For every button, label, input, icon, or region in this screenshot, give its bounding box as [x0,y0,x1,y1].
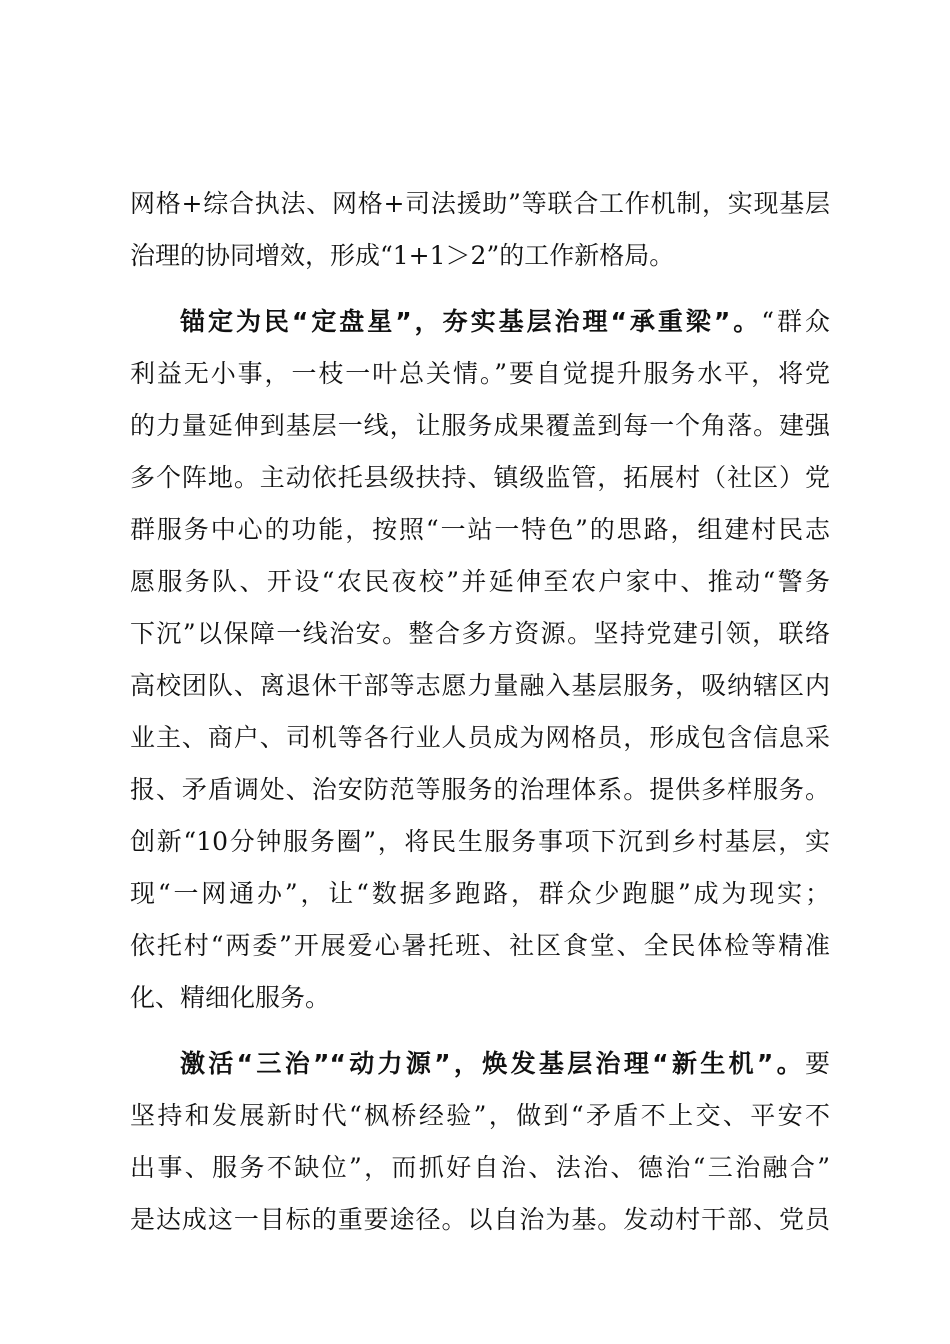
text-line: 坚持和发展新时代“枫桥经验”，做到“矛盾不上交、平安不 [130,1101,830,1130]
text-line: 高校团队、离退休干部等志愿力量融入基层服务，吸纳辖区内 [130,671,830,700]
text-line: 现“一网通办”，让“数据多跑路，群众少跑腿”成为现实； [130,879,830,908]
text-line: 报、矛盾调处、治安防范等服务的治理体系。提供多样服务。 [130,775,830,804]
text-line: 愿服务队、开设“农民夜校”并延伸至农户家中、推动“警务 [130,567,830,596]
document-body [130,178,830,1246]
text-line: 群服务中心的功能，按照“一站一特色”的思路，组建村民志 [130,515,830,544]
text-span: 要 [804,1049,830,1078]
text-line: 网格+综合执法、网格+司法援助”等联合工作机制，实现基层 [130,189,830,218]
paragraph-first-line [130,296,830,348]
text-line: 化、精细化服务。 [130,983,331,1012]
text-line: 治理的协同增效，形成“1+1＞2”的工作新格局。 [130,241,675,270]
text-line: 依托村“两委”开展爱心暑托班、社区食堂、全民体检等精准 [130,931,830,960]
text-line: 业主、商户、司机等各行业人员成为网格员，形成包含信息采 [130,723,830,752]
text-line: 的力量延伸到基层一线，让服务成果覆盖到每一个角落。建强 [130,411,830,440]
paragraph-3 [130,1038,830,1246]
text-line: 出事、服务不缺位”，而抓好自治、法治、德治“三治融合” [130,1153,830,1182]
text-line: 创新“10分钟服务圈”，将民生服务事项下沉到乡村基层，实 [130,827,830,856]
paragraph-1 [130,178,830,282]
text-line: 多个阵地。主动依托县级扶持、镇级监管，拓展村（社区）党 [130,463,830,492]
text-span: “群众 [761,307,831,336]
paragraph-first-line [130,1038,830,1090]
section-heading: 激活“三治”“动力源”，焕发基层治理“新生机”。 [180,1049,805,1078]
paragraph-2 [130,296,830,1024]
section-heading: 锚定为民“定盘星”，夯实基层治理“承重梁”。 [180,307,762,336]
text-line: 是达成这一目标的重要途径。以自治为基。发动村干部、党员 [130,1205,830,1234]
text-line: 利益无小事，一枝一叶总关情。”要自觉提升服务水平，将党 [130,359,830,388]
text-line: 下沉”以保障一线治安。整合多方资源。坚持党建引领，联络 [130,619,830,648]
